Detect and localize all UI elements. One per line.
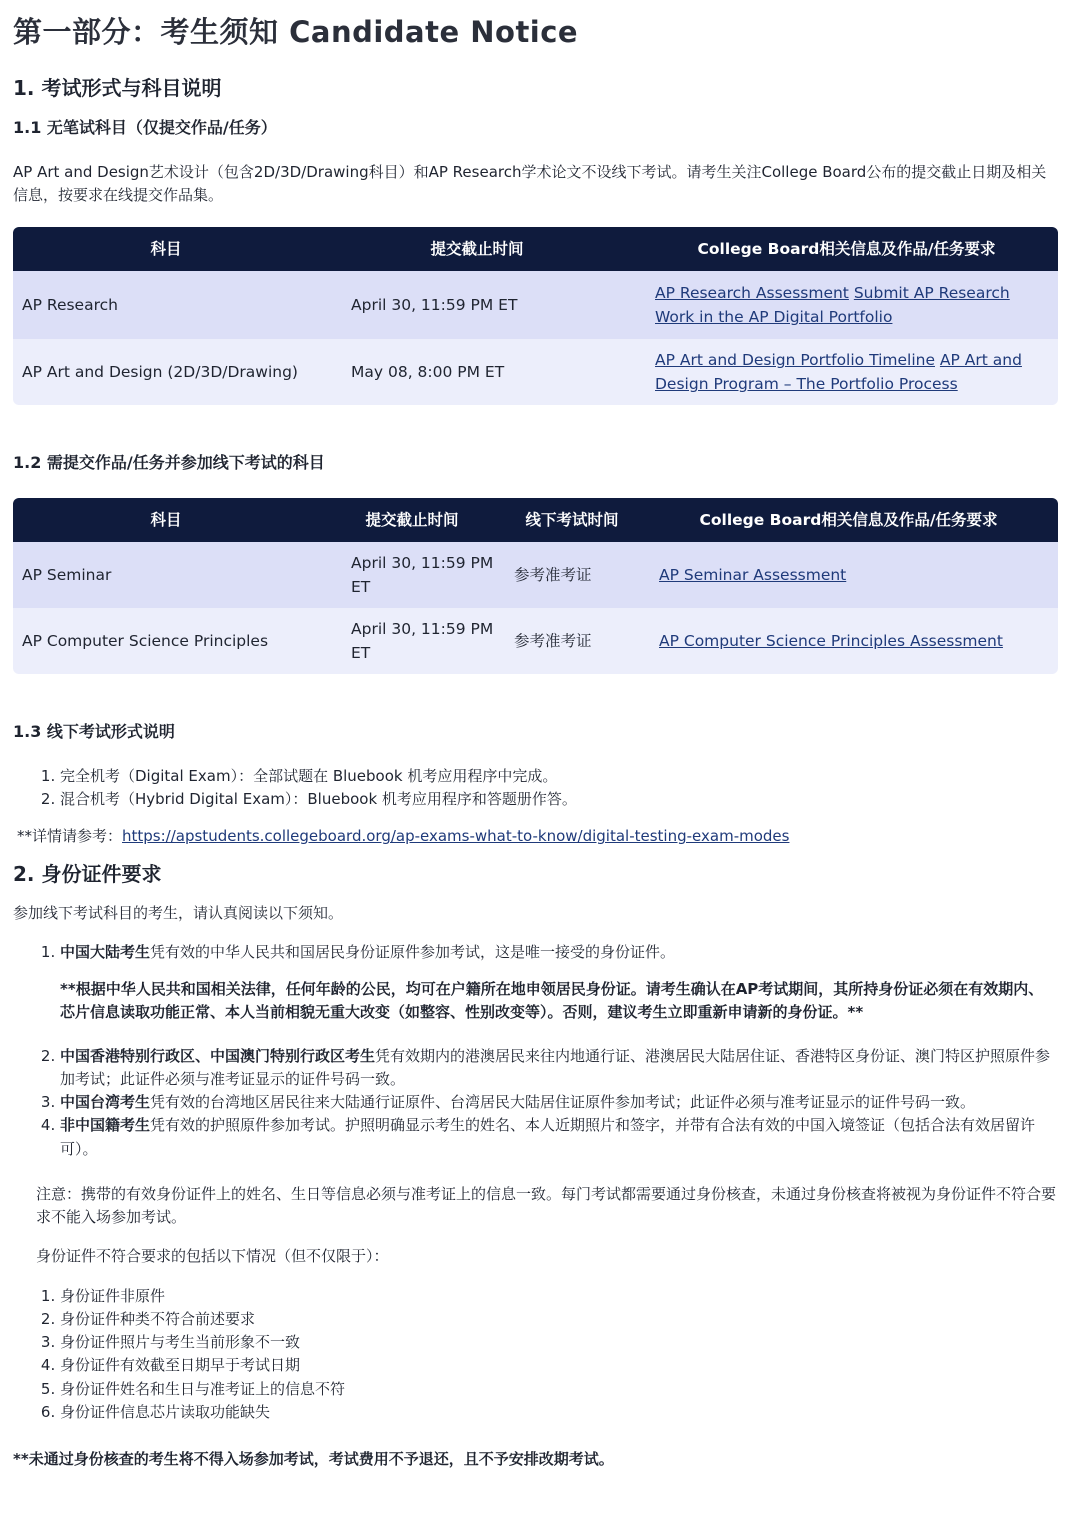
page-title: 第一部分：考生须知 Candidate Notice — [13, 15, 579, 49]
list-item: 2. 身份证件种类不符合前述要求 — [60, 1308, 1058, 1331]
list-item: 4. 身份证件有效截至日期早于考试日期 — [60, 1354, 1058, 1377]
list-item: 2. 混合机考（Hybrid Digital Exam）：Bluebook 机考应用程序和答题册作答。 — [60, 788, 1058, 811]
ap-research-portfolio-link[interactable]: Submit AP Research Work in the AP Digital Portfolio — [655, 284, 1010, 327]
ap-csp-assessment-link[interactable]: AP Computer Science Principles Assessment — [659, 632, 1003, 651]
cell-subject: AP Art and Design (2D/3D/Drawing) — [13, 339, 319, 405]
cell-exam-time: 参考准考证 — [505, 542, 639, 608]
cell-exam-time: 参考准考证 — [505, 608, 639, 674]
list-item: 1. 完全机考（Digital Exam）：全部试题在 Bluebook 机考应用程序中完成。 — [60, 765, 1058, 788]
list-item — [60, 1091, 1058, 1114]
list-item — [60, 941, 1058, 1025]
table-header-row — [13, 498, 1058, 542]
table-row — [13, 339, 1058, 405]
id-requirements-list — [13, 941, 1058, 1161]
col-info: College Board相关信息及作品/任务要求 — [635, 227, 1058, 271]
col-subject: 科目 — [13, 227, 319, 271]
cell-deadline: April 30, 11:59 PM ET — [319, 608, 505, 674]
section-1-2-heading: 1.2 需提交作品/任务并参加线下考试的科目 — [13, 453, 325, 473]
col-deadline: 提交截止时间 — [319, 227, 635, 271]
list-item — [60, 1114, 1058, 1161]
table-row — [13, 542, 1058, 608]
exam-subjects-table — [13, 498, 1058, 674]
cell-links — [635, 271, 1058, 339]
table-row — [13, 271, 1058, 339]
cell-deadline: May 08, 8:00 PM ET — [319, 339, 635, 405]
no-exam-subjects-table — [13, 227, 1058, 405]
reference-line — [13, 825, 1058, 848]
list-item-text: 凭有效期内的港澳居民来往内地通行证、港澳居民大陆居住证、香港特区身份证、澳门特区护照原件参加考试；此证件必须与准考证显示的证件号码一致。 — [60, 1046, 1051, 1088]
invalid-id-list — [13, 1285, 1058, 1425]
attention-note: 注意：携带的有效身份证件上的姓名、生日等信息必须与准考证上的信息一致。每门考试都需要通过身份核查，未通过身份核查将被视为身份证件不符合要求不能入场参加考试。 — [36, 1184, 1057, 1227]
exam-mode-list — [13, 765, 1058, 812]
table-header-row — [13, 227, 1058, 271]
list-item-text: 凭有效的中华人民共和国居民身份证原件参加考试，这是唯一接受的身份证件。 — [150, 942, 676, 961]
list-item — [60, 1045, 1058, 1092]
col-info: College Board相关信息及作品/任务要求 — [639, 498, 1058, 542]
law-note: **根据中华人民共和国相关法律，任何年龄的公民，均可在户籍所在地申领居民身份证。请考生确认在AP考试期间，其所持身份证必须在有效期内、芯片信息读取功能正常、本人当前相貌无重大改变（如整容、性别改变等）。否则，建议考生立即重新申请新的身份证。** — [60, 980, 1044, 1022]
ap-research-assessment-link[interactable]: AP Research Assessment — [655, 284, 849, 303]
table-row — [13, 608, 1058, 674]
section-2-intro: 参加线下考试科目的考生，请认真阅读以下须知。 — [13, 903, 344, 922]
col-exam-time: 线下考试时间 — [505, 498, 639, 542]
list-item: 5. 身份证件姓名和生日与准考证上的信息不符 — [60, 1378, 1058, 1401]
cell-links — [635, 339, 1058, 405]
invalid-intro: 身份证件不符合要求的包括以下情况（但不仅限于）： — [36, 1247, 389, 1266]
section-1-1-heading: 1.1 无笔试科目（仅提交作品/任务） — [13, 117, 277, 137]
list-item: 1. 身份证件非原件 — [60, 1285, 1058, 1308]
cell-deadline: April 30, 11:59 PM ET — [319, 542, 505, 608]
reference-prefix: **详情请参考： — [17, 827, 123, 846]
list-item-bold: 中国大陆考生 — [60, 942, 151, 961]
section-1-3-heading: 1.3 线下考试形式说明 — [13, 722, 175, 742]
cell-deadline: April 30, 11:59 PM ET — [319, 271, 635, 339]
list-item-bold: 中国台湾考生 — [60, 1093, 151, 1112]
cell-links — [639, 608, 1058, 674]
cell-subject: AP Seminar — [13, 542, 319, 608]
cell-links — [639, 542, 1058, 608]
cell-subject: AP Research — [13, 271, 319, 339]
list-item-bold: 中国香港特别行政区、中国澳门特别行政区考生 — [60, 1046, 376, 1065]
section-1-1-intro: AP Art and Design艺术设计（包含2D/3D/Drawing科目）和AP Research学术论文不设线下考试。请考生关注College Board公布的提交截止日期及相关信息，按要求在线提交作品集。 — [13, 162, 1047, 204]
list-item-bold: 非中国籍考生 — [60, 1116, 151, 1135]
art-design-timeline-link[interactable]: AP Art and Design Portfolio Timeline — [655, 351, 935, 370]
digital-testing-link[interactable]: https://apstudents.collegeboard.org/ap-exams-what-to-know/digital-testing-exam-modes — [122, 827, 790, 846]
final-note: **未通过身份核查的考生将不得入场参加考试，考试费用不予退还，且不予安排改期考试。 — [13, 1450, 614, 1469]
section-2-heading: 2. 身份证件要求 — [13, 861, 162, 886]
list-item: 3. 身份证件照片与考生当前形象不一致 — [60, 1331, 1058, 1354]
ap-seminar-assessment-link[interactable]: AP Seminar Assessment — [659, 566, 847, 585]
art-design-program-link[interactable]: AP Art and Design Program – The Portfolio Process — [655, 351, 1022, 394]
list-item: 6. 身份证件信息芯片读取功能缺失 — [60, 1401, 1058, 1424]
list-item-text: 凭有效的台湾地区居民往来大陆通行证原件、台湾居民大陆居住证原件参加考试；此证件必须与准考证显示的证件号码一致。 — [150, 1093, 976, 1112]
section-1-heading: 1. 考试形式与科目说明 — [13, 75, 222, 100]
col-deadline: 提交截止时间 — [319, 498, 505, 542]
cell-subject: AP Computer Science Principles — [13, 608, 319, 674]
list-item-text: 凭有效的护照原件参加考试。护照明确显示考生的姓名、本人近期照片和签字，并带有合法有效的中国入境签证（包括合法有效居留许可）。 — [60, 1116, 1036, 1158]
col-subject: 科目 — [13, 498, 319, 542]
